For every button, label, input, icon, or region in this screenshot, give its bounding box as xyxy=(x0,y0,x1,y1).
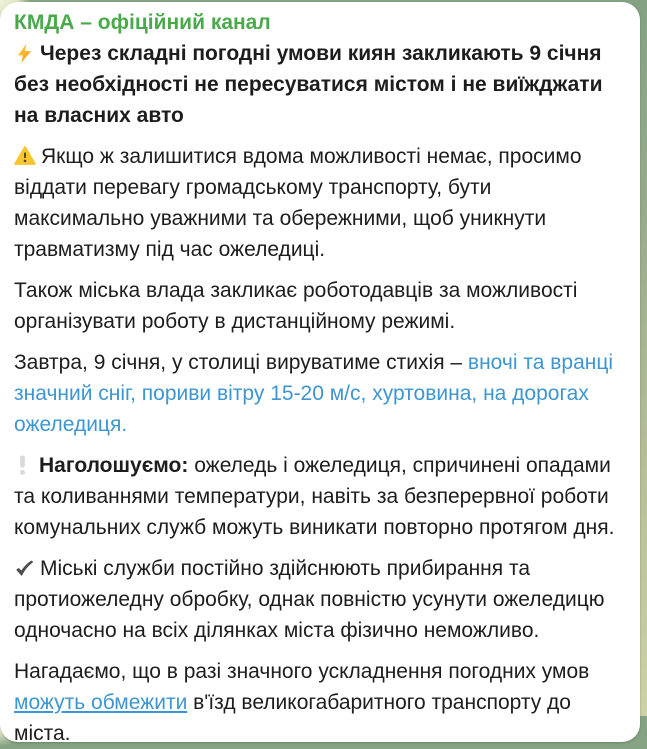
white-exclamation-icon xyxy=(17,454,28,476)
headline-text: Через складні погодні умови киян закликають 9 січня без необхідності не пересуватися містом і не виїжджати на власних авто xyxy=(14,42,603,127)
forecast-text: Завтра, 9 січня, у столиці вируватиме стихія – xyxy=(14,351,468,374)
message-paragraph-employers xyxy=(14,275,620,337)
reminder-text-before: Нагадаємо, що в разі значного ускладнення погодних умов xyxy=(14,660,590,683)
emphasis-text: ожеледь і ожеледиця, спричинені опадами та коливаннями температури, навіть за безперервної роботи комунальних служб можуть виникати повторно протягом дня. xyxy=(14,454,615,539)
message-paragraph-reminder xyxy=(14,656,620,749)
message-bubble xyxy=(0,2,640,745)
reminder-text-after: в'їзд великогабаритного транспорту до міста. xyxy=(14,691,571,745)
warning-icon xyxy=(14,145,36,167)
message-paragraph-forecast xyxy=(14,347,620,440)
message-paragraph-services xyxy=(14,553,620,646)
checkmark-icon xyxy=(14,558,35,579)
channel-name[interactable]: КМДА – офіційний канал xyxy=(14,11,271,34)
lightning-icon xyxy=(14,43,35,64)
message-content xyxy=(0,2,640,749)
message-paragraph-warning xyxy=(14,141,620,265)
message-paragraph-headline xyxy=(14,38,620,131)
restrict-entry-link[interactable]: можуть обмежити xyxy=(14,691,188,714)
employers-text: Також міська влада закликає роботодавців за можливості організувати роботу в дистанційному режимі. xyxy=(14,279,578,333)
message-paragraph-emphasis xyxy=(14,450,620,543)
services-text: Міські служби постійно здійснюють прибирання та протиожеледну обробку, однак повністю усунути ожеледицю одночасно на всіх ділянках міста фізично неможливо. xyxy=(14,557,605,642)
emphasis-lead: Наголошуємо: xyxy=(39,454,189,477)
weather-forecast-link[interactable]: вночі та вранці значний сніг, пориви вітру 15-20 м/с, хуртовина, на дорогах ожеледиця. xyxy=(14,351,614,436)
warning-text: Якщо ж залишитися вдома можливості немає, просимо віддати перевагу громадському транспорту, бути максимально уважними та обережними, щоб уникнути травматизму під час ожеледиці. xyxy=(14,145,582,261)
